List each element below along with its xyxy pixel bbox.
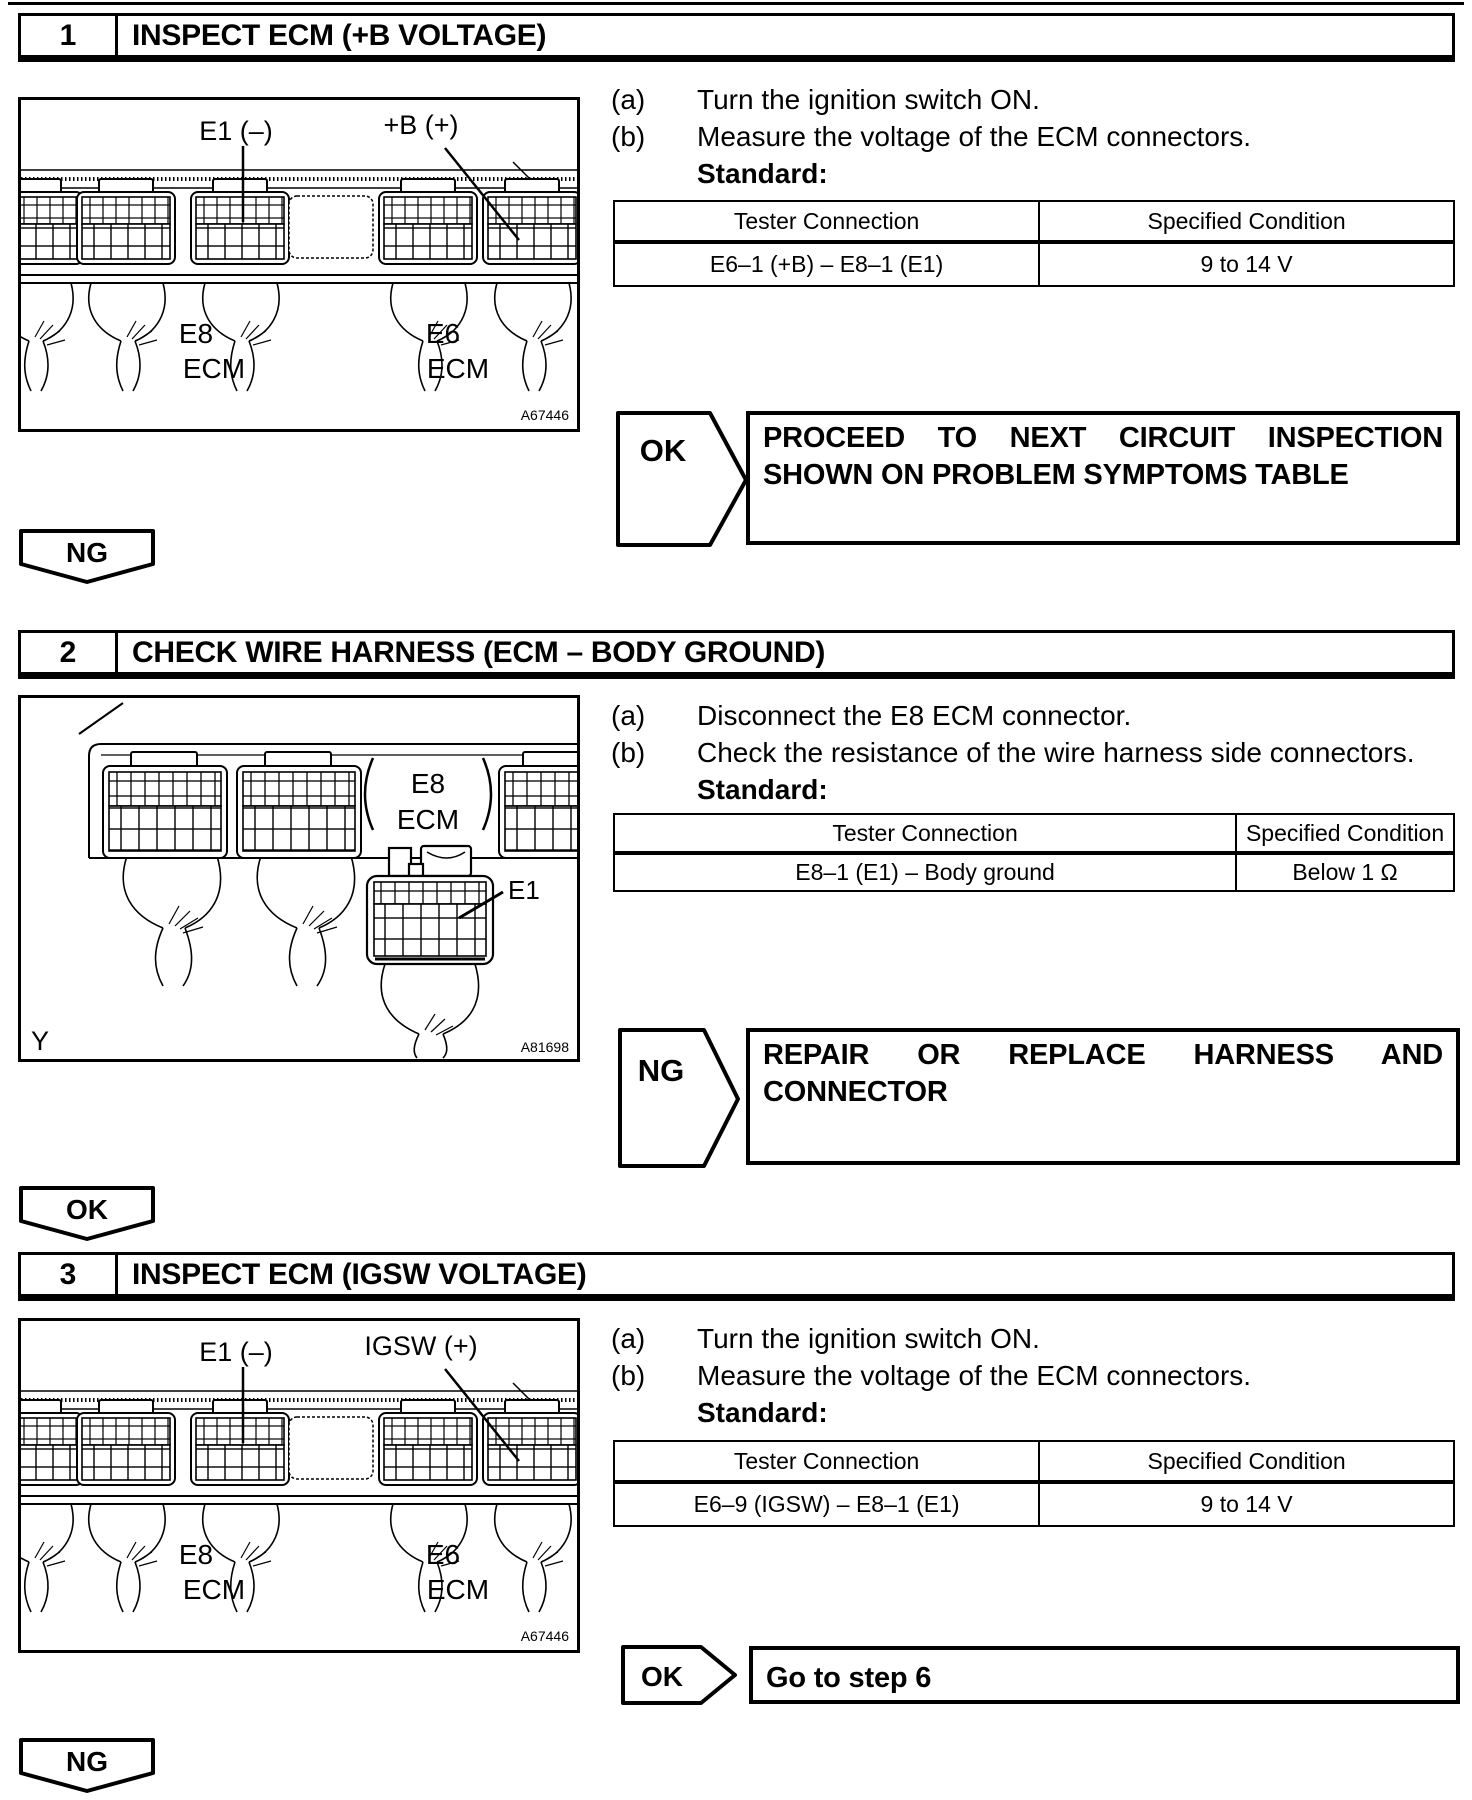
connector-e6-type-label: ECM xyxy=(426,353,490,384)
result-action-box xyxy=(746,411,1460,545)
result-line: CONNECTOR xyxy=(763,1076,948,1108)
ng-badge-label: NG xyxy=(637,1053,685,1088)
connector-e8-type-label: ECM xyxy=(396,804,460,835)
instruction-row xyxy=(611,737,1461,769)
figure-code: A67446 xyxy=(520,407,569,423)
spec-table-step-3 xyxy=(613,1440,1455,1527)
instruction-marker: (a) xyxy=(611,84,646,115)
instruction-marker: (b) xyxy=(611,121,646,152)
instruction-row xyxy=(611,700,1461,732)
connector-e8-type-label: ECM xyxy=(182,1574,246,1605)
result-line: Go to step 6 xyxy=(766,1662,932,1694)
figure-step-1 xyxy=(18,97,580,432)
table-header-tester-connection: Tester Connection xyxy=(615,1442,1038,1484)
instruction-marker: (b) xyxy=(611,737,646,768)
step-number: 3 xyxy=(21,1255,118,1294)
spec-table-step-2 xyxy=(613,813,1455,892)
instruction-text: Disconnect the E8 ECM connector. xyxy=(697,700,1132,731)
instruction-marker: (b) xyxy=(611,1360,646,1391)
connector-e6-label: E6 xyxy=(425,1539,461,1570)
ng-badge-label: NG xyxy=(66,1746,108,1777)
connector-e8-type-label: ECM xyxy=(182,353,246,384)
wire-harness-diagram xyxy=(21,698,577,1059)
step-title: CHECK WIRE HARNESS (ECM – BODY GROUND) xyxy=(132,635,826,669)
ok-badge-label: OK xyxy=(639,433,687,468)
ecm-connectors-diagram xyxy=(21,100,577,429)
probe-positive-label: IGSW (+) xyxy=(364,1331,478,1361)
table-header-specified-condition: Specified Condition xyxy=(1038,1442,1453,1484)
ok-badge-label: OK xyxy=(641,1661,683,1692)
instruction-text: Turn the ignition switch ON. xyxy=(697,1323,1040,1354)
instruction-row xyxy=(611,1323,1461,1355)
standard-label: Standard: xyxy=(697,158,828,189)
ok-flow-badge xyxy=(18,1185,156,1243)
step-title: INSPECT ECM (+B VOLTAGE) xyxy=(132,18,547,52)
table-value-specified-condition: 9 to 14 V xyxy=(1038,1484,1453,1525)
table-value-specified-condition: Below 1 Ω xyxy=(1235,855,1453,890)
result-action-box xyxy=(749,1646,1460,1704)
table-value-tester-connection: E6–9 (IGSW) – E8–1 (E1) xyxy=(693,1491,960,1517)
table-value-specified-condition: 9 to 14 V xyxy=(1038,244,1453,285)
ok-arrow-badge-small xyxy=(621,1645,739,1705)
result-line: REPAIR OR REPLACE HARNESS AND xyxy=(763,1039,1443,1071)
connector-e8-label: E8 xyxy=(410,768,446,799)
figure-step-2 xyxy=(18,695,580,1062)
connector-e8-label: E8 xyxy=(178,318,214,349)
result-action-box xyxy=(746,1028,1460,1165)
figure-code: A67446 xyxy=(520,1628,569,1644)
ecm-connectors-diagram xyxy=(21,1321,577,1650)
standard-label: Standard: xyxy=(697,774,828,805)
instruction-text: Turn the ignition switch ON. xyxy=(697,84,1040,115)
standard-label: Standard: xyxy=(697,1397,828,1428)
instruction-row xyxy=(611,84,1461,116)
ok-arrow-badge xyxy=(616,411,750,547)
step-title: INSPECT ECM (IGSW VOLTAGE) xyxy=(132,1257,587,1291)
probe-negative-label: E1 (–) xyxy=(199,1337,273,1367)
table-header-tester-connection: Tester Connection xyxy=(615,815,1235,855)
figure-code: A81698 xyxy=(520,1039,569,1055)
ng-flow-badge xyxy=(18,528,156,586)
instruction-text: Measure the voltage of the ECM connectors. xyxy=(697,121,1252,152)
probe-positive-label: +B (+) xyxy=(383,110,459,140)
ng-flow-badge xyxy=(18,1737,156,1795)
table-value-tester-connection: E6–1 (+B) – E8–1 (E1) xyxy=(709,251,944,277)
instruction-marker: (a) xyxy=(611,1323,646,1354)
page-top-rule xyxy=(8,2,1464,5)
connector-e1-label: E1 xyxy=(508,875,540,905)
connector-e6-type-label: ECM xyxy=(426,1574,490,1605)
step-number: 2 xyxy=(21,633,118,672)
ng-arrow-badge xyxy=(618,1028,742,1168)
figure-corner-mark: Y xyxy=(31,1026,50,1056)
table-header-specified-condition: Specified Condition xyxy=(1235,815,1453,855)
instruction-row xyxy=(611,121,1461,153)
result-line: PROCEED TO NEXT CIRCUIT INSPECTION xyxy=(763,422,1443,454)
step-number: 1 xyxy=(21,16,118,55)
probe-negative-label: E1 (–) xyxy=(199,116,273,146)
instruction-text: Measure the voltage of the ECM connectors. xyxy=(697,1360,1252,1391)
connector-e6-label: E6 xyxy=(425,318,461,349)
ng-badge-label: NG xyxy=(66,537,108,568)
instruction-marker: (a) xyxy=(611,700,646,731)
spec-table-step-1 xyxy=(613,200,1455,287)
figure-step-3 xyxy=(18,1318,580,1653)
instruction-row xyxy=(611,1360,1461,1392)
table-value-tester-connection: E8–1 (E1) – Body ground xyxy=(795,859,1055,885)
table-header-tester-connection: Tester Connection xyxy=(615,202,1038,244)
step-1-header xyxy=(18,13,1455,62)
connector-e8-label: E8 xyxy=(178,1539,214,1570)
step-2-header xyxy=(18,630,1455,679)
table-header-specified-condition: Specified Condition xyxy=(1038,202,1453,244)
instruction-text: Check the resistance of the wire harness side connectors. xyxy=(697,737,1415,768)
result-line: SHOWN ON PROBLEM SYMPTOMS TABLE xyxy=(763,459,1349,491)
ok-badge-label: OK xyxy=(66,1194,108,1225)
step-3-header xyxy=(18,1252,1455,1301)
